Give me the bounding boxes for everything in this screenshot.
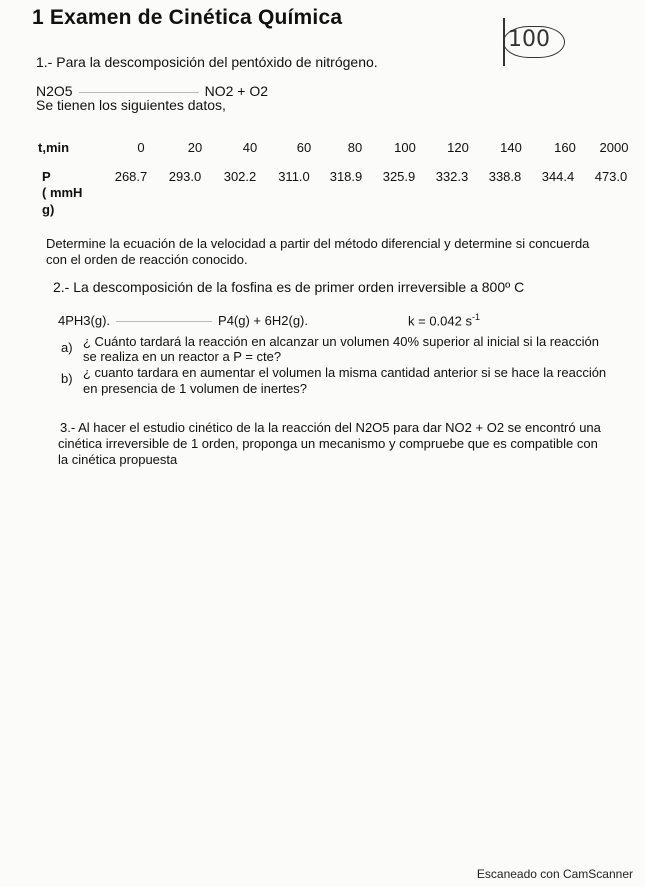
q2b-line1: ¿ cuanto tardara en aumentar el volumen la misma cantidad anterior si se hace la reacción (83, 365, 607, 380)
q3-line1: 3.- Al hacer el estudio cinético de la la reacción del N2O5 para dar NO2 + O2 se encontró una (60, 420, 601, 435)
table-pressure-cell: 302.2 (223, 169, 257, 184)
table-pressure-cell: 332.3 (435, 169, 469, 184)
table-pressure-cell: 344.4 (541, 169, 575, 184)
table-pressure-unit-end: g) (42, 202, 55, 217)
score-value: 100 (508, 27, 550, 52)
table-time-cell: 120 (447, 140, 469, 155)
q2-reactant: 4PH3(g). (58, 313, 111, 328)
table-time-cell: 2000 (599, 140, 629, 155)
q3-line2: cinética irreversible de 1 orden, proponga un mecanismo y compruebe que es compatible con (58, 436, 598, 451)
q2b-line2: en presencia de 1 volumen de inertes? (83, 381, 308, 396)
table-pressure-cell: 311.0 (278, 169, 310, 184)
table-time-cell: 80 (347, 140, 363, 155)
table-time-cell: 20 (187, 140, 203, 155)
table-pressure-cell: 473.0 (594, 169, 628, 184)
table-pressure-cell: 268.7 (114, 169, 148, 184)
q1-task-line1: Determine la ecuación de la velocidad a partir del método diferencial y determine si concuerda (46, 236, 590, 251)
q1-task-line2: con el orden de reacción conocido. (46, 252, 248, 267)
q1-reactant: N2O5 (36, 83, 73, 99)
q2-intro: 2.- La descomposición de la fosfina es de primer orden irreversible a 800º C (53, 279, 525, 295)
table-time-cell: 160 (554, 140, 576, 155)
table-pressure-cell: 325.9 (382, 169, 416, 184)
q2a-line2: se realiza en un reactor a P = cte? (83, 349, 282, 364)
q1-intro: 1.- Para la descomposición del pentóxido de nitrógeno. (36, 54, 378, 70)
table-pressure-cell: 293.0 (168, 169, 202, 184)
scanner-watermark: Escaneado con CamScanner (476, 867, 633, 881)
rate-constant-exponent: -1 (471, 312, 480, 322)
table-time-cell: 0 (137, 140, 145, 155)
table-time-cell: 40 (242, 140, 258, 155)
q3-line3: la cinética propuesta (58, 452, 178, 467)
q2a-line1: ¿ Cuánto tardará la reacción en alcanzar un volumen 40% superior al inicial si la reacción (83, 334, 599, 349)
table-pressure-label: P (42, 169, 51, 184)
table-pressure-cell: 338.8 (488, 169, 522, 184)
table-time-cell: 140 (500, 140, 522, 155)
table-pressure-unit: ( mmH (42, 185, 83, 200)
q2-products: P4(g) + 6H2(g). (218, 313, 308, 328)
reaction-arrow-line (79, 92, 199, 93)
q2a-marker: a) (61, 340, 73, 355)
q1-data-intro: Se tienen los siguientes datos, (36, 97, 226, 113)
table-time-cell: 60 (296, 140, 312, 155)
table-time-label: t,min (38, 140, 70, 155)
q1-products: NO2 + O2 (204, 83, 268, 99)
q2b-marker: b) (61, 371, 73, 386)
rate-constant-value: k = 0.042 s (408, 313, 472, 329)
table-pressure-cell: 318.9 (329, 169, 363, 184)
q2-reaction (58, 313, 308, 328)
q2-rate-constant (408, 312, 480, 328)
reaction-arrow-line (116, 321, 212, 322)
table-time-cell: 100 (394, 140, 416, 155)
exam-title: 1 Examen de Cinética Química (32, 6, 343, 29)
